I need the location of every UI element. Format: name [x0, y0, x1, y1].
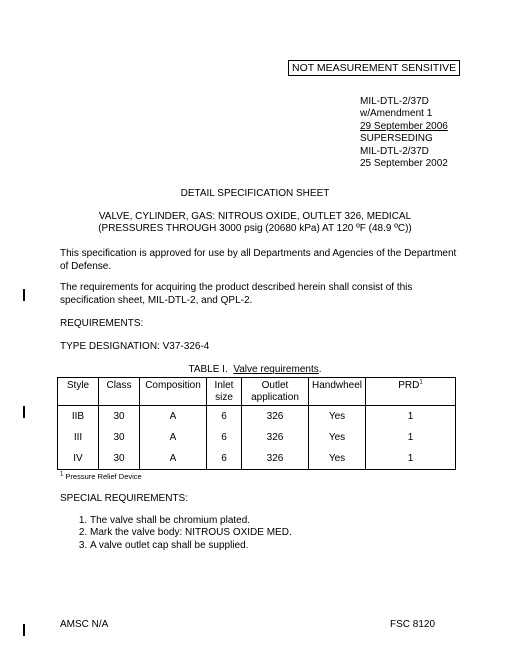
- table-cell: 1: [366, 427, 456, 448]
- table-caption: [0, 364, 510, 375]
- table-header-row: [58, 378, 456, 406]
- special-requirements-heading: SPECIAL REQUIREMENTS:: [60, 493, 188, 504]
- change-bar: [23, 624, 25, 636]
- footnote-text: Pressure Relief Device: [63, 472, 142, 481]
- table-cell: Yes: [309, 448, 366, 470]
- table-cell: III: [58, 427, 99, 448]
- change-bar: [23, 289, 25, 301]
- doc-id-line: SUPERSEDING: [360, 133, 433, 145]
- table-cell: 1: [366, 406, 456, 428]
- sheet-title: DETAIL SPECIFICATION SHEET: [180, 188, 330, 199]
- list-item: 1. The valve shall be chromium plated.: [90, 515, 292, 527]
- column-header: Inlet size: [207, 378, 242, 406]
- column-header: Handwheel: [309, 378, 366, 406]
- table-cell: 326: [242, 406, 309, 428]
- list-item: 3. A valve outlet cap shall be supplied.: [90, 540, 292, 552]
- table-cell: 326: [242, 448, 309, 470]
- table-cell: A: [140, 406, 207, 428]
- acquisition-paragraph: The requirements for acquiring the product described herein shall consist of this specification sheet, MIL-DTL-2, and QPL-2.: [60, 282, 413, 306]
- change-bar: [23, 406, 25, 418]
- valve-requirements-table: [57, 377, 456, 470]
- table-footnote: [60, 472, 142, 481]
- column-header-text: PRD: [398, 380, 420, 391]
- spec-title-line-1: VALVE, CYLINDER, GAS: NITROUS OXIDE, OUTLET 326, MEDICAL: [98, 211, 412, 222]
- doc-id-line: w/Amendment 1: [360, 108, 433, 120]
- list-item: 2. Mark the valve body: NITROUS OXIDE MED.: [90, 527, 292, 539]
- table-cell: A: [140, 427, 207, 448]
- table-cell: A: [140, 448, 207, 470]
- table-row: [58, 406, 456, 428]
- footnote-mark: 1: [60, 471, 64, 478]
- table-cell: IIB: [58, 406, 99, 428]
- table-cell: IV: [58, 448, 99, 470]
- requirements-heading: REQUIREMENTS:: [60, 318, 144, 329]
- footer-amsc: AMSC N/A: [60, 619, 109, 630]
- column-header: [366, 378, 456, 406]
- column-header: Style: [58, 378, 99, 406]
- column-header-text: Composition: [145, 380, 201, 391]
- table-cell: Yes: [309, 406, 366, 428]
- table-cell: 30: [99, 427, 140, 448]
- table-cell: 6: [207, 427, 242, 448]
- footnote-reference: 1: [419, 379, 423, 386]
- column-header: [140, 378, 207, 406]
- table-cell: Yes: [309, 427, 366, 448]
- spec-title-line-2: (PRESSURES THROUGH 3000 psig (20680 kPa) AT 120 ºF (48.9 ºC)): [98, 223, 412, 234]
- table-cell: 326: [242, 427, 309, 448]
- column-header: Outlet application: [242, 378, 309, 406]
- doc-id-line: 29 September 2006: [360, 120, 448, 132]
- measurement-sensitivity-marking: NOT MEASUREMENT SENSITIVE: [288, 60, 460, 76]
- table-caption-suffix: .: [318, 364, 322, 375]
- table-cell: 6: [207, 406, 242, 428]
- doc-id-line: MIL-DTL-2/37D: [360, 96, 429, 107]
- doc-id-line: MIL-DTL-2/37D: [360, 145, 429, 157]
- special-requirements-list: [72, 515, 292, 552]
- doc-id-line: 25 September 2002: [360, 158, 448, 170]
- footer-fsc: FSC 8120: [390, 619, 436, 630]
- approval-paragraph: This specification is approved for use by all Departments and Agencies of the Department of Defense.: [60, 248, 457, 272]
- type-designation: TYPE DESIGNATION: V37-326-4: [60, 341, 210, 352]
- table-cell: 30: [99, 406, 140, 428]
- table-cell: 30: [99, 448, 140, 470]
- table-cell: 6: [207, 448, 242, 470]
- document-identifier-block: [360, 96, 448, 170]
- column-header: Class: [99, 378, 140, 406]
- table-caption-title: Valve requirements: [233, 364, 319, 375]
- table-caption-prefix: TABLE I.: [188, 364, 228, 375]
- table-row: [58, 427, 456, 448]
- table-cell: 1: [366, 448, 456, 470]
- table-row: [58, 448, 456, 470]
